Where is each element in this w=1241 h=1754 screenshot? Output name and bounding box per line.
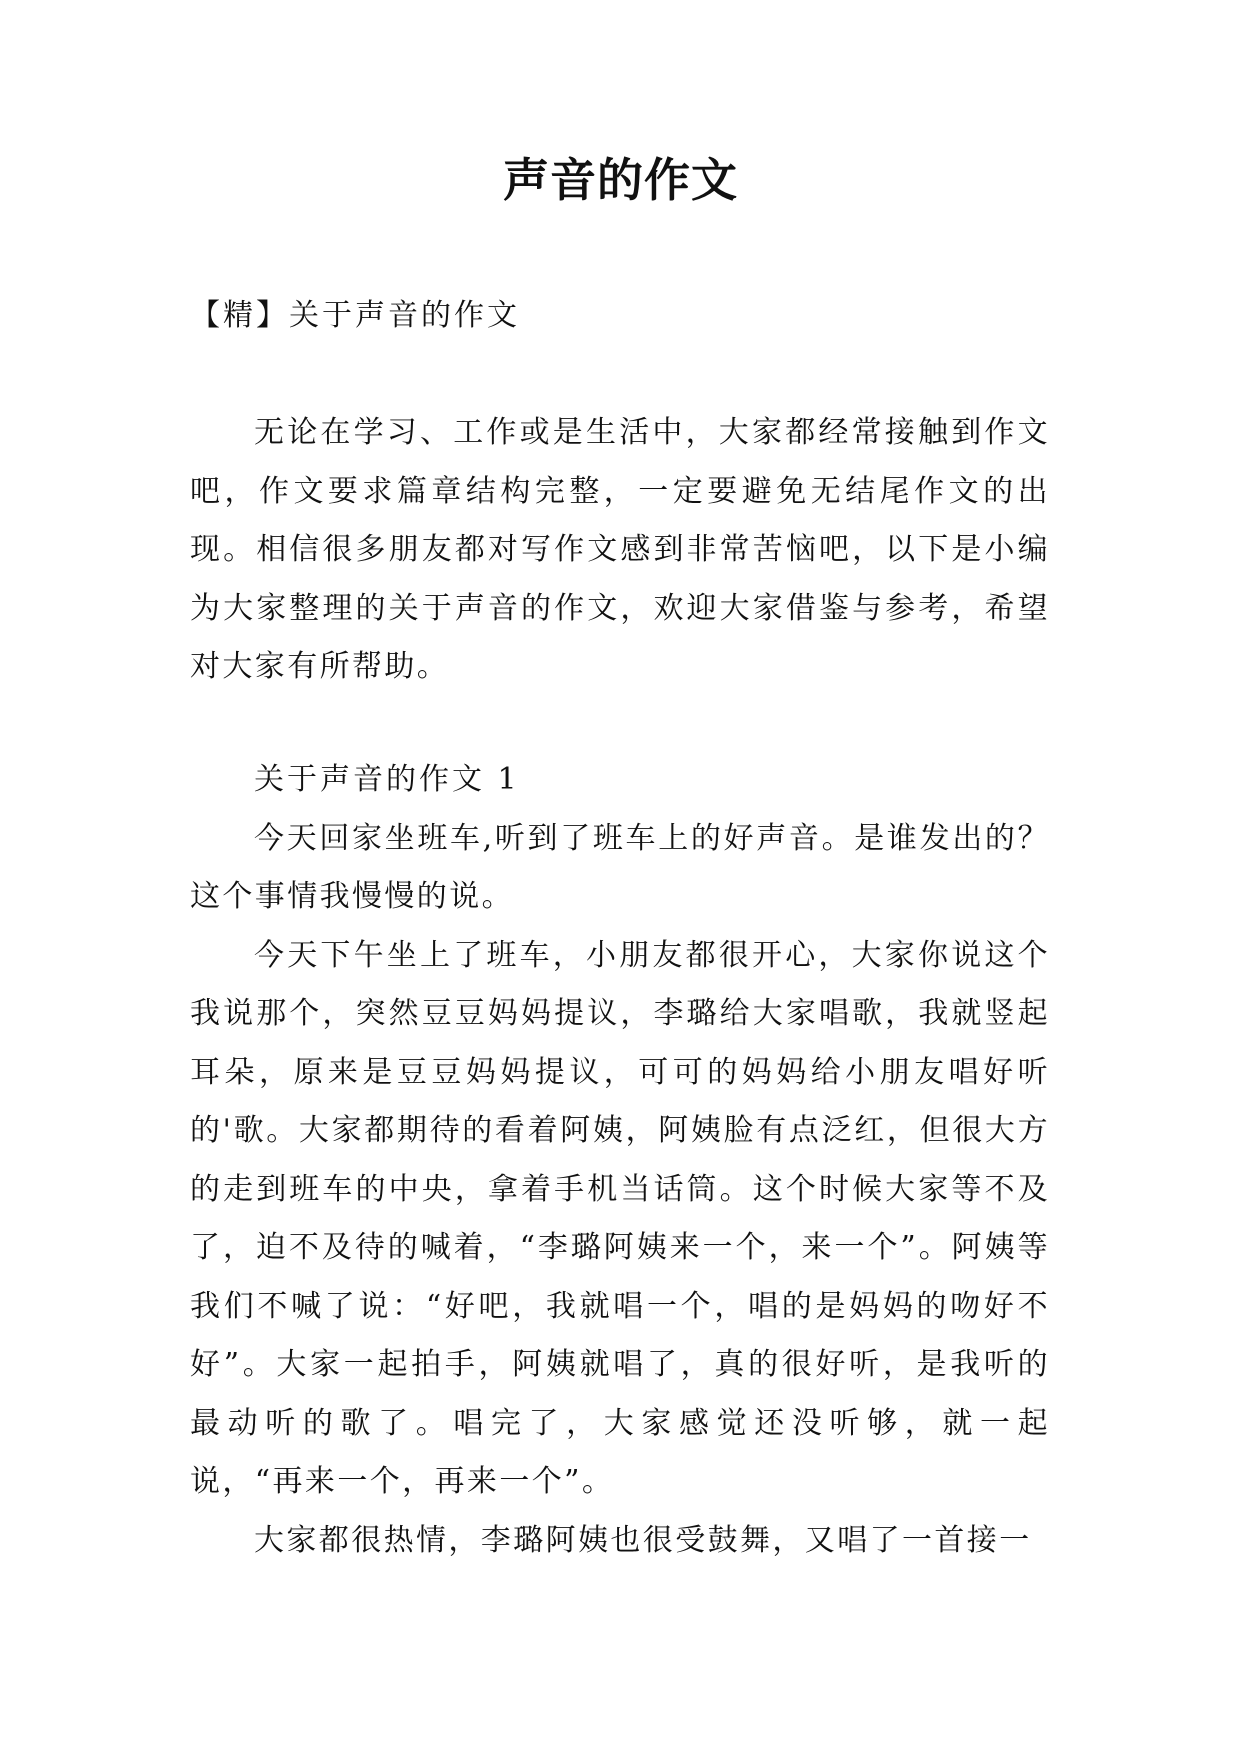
essay-section (190, 751, 1050, 1570)
intro-section (190, 404, 1050, 697)
essay-paragraph-2: 今天下午坐上了班车，小朋友都很开心，大家你说这个我说那个，突然豆豆妈妈提议，李璐给大家唱歌，我就竖起耳朵，原来是豆豆妈妈提议，可可的妈妈给小朋友唱好听的'歌。大家都期待的看着阿姨，阿姨脸有点泛红，但很大方的走到班车的中央，拿着手机当话筒。这个时候大家等不及了，迫不及待的喊着，“李璐阿姨来一个，来一个”。阿姨等我们不喊了说：“好吧，我就唱一个，唱的是妈妈的吻好不好”。大家一起拍手，阿姨就唱了，真的很好听，是我听的最动听的歌了。唱完了，大家感觉还没听够，就一起说，“再来一个，再来一个”。 (190, 937, 1050, 1499)
intro-paragraph: 无论在学习、工作或是生活中，大家都经常接触到作文吧，作文要求篇章结构完整，一定要避免无结尾作文的出现。相信很多朋友都对写作文感到非常苦恼吧，以下是小编为大家整理的关于声音的作文，欢迎大家借鉴与参考，希望对大家有所帮助。 (190, 415, 1050, 684)
essay-heading: 关于声音的作文 1 (254, 762, 520, 797)
document-title: 声音的作文 (503, 153, 738, 207)
essay-paragraph-1: 今天回家坐班车,听到了班车上的好声音。是谁发出的？这个事情我慢慢的说。 (190, 820, 1050, 914)
document-subtitle: 【精】关于声音的作文 (190, 298, 520, 333)
essay-paragraph-3: 大家都很热情，李璐阿姨也很受鼓舞，又唱了一首接一 (254, 1522, 1032, 1558)
